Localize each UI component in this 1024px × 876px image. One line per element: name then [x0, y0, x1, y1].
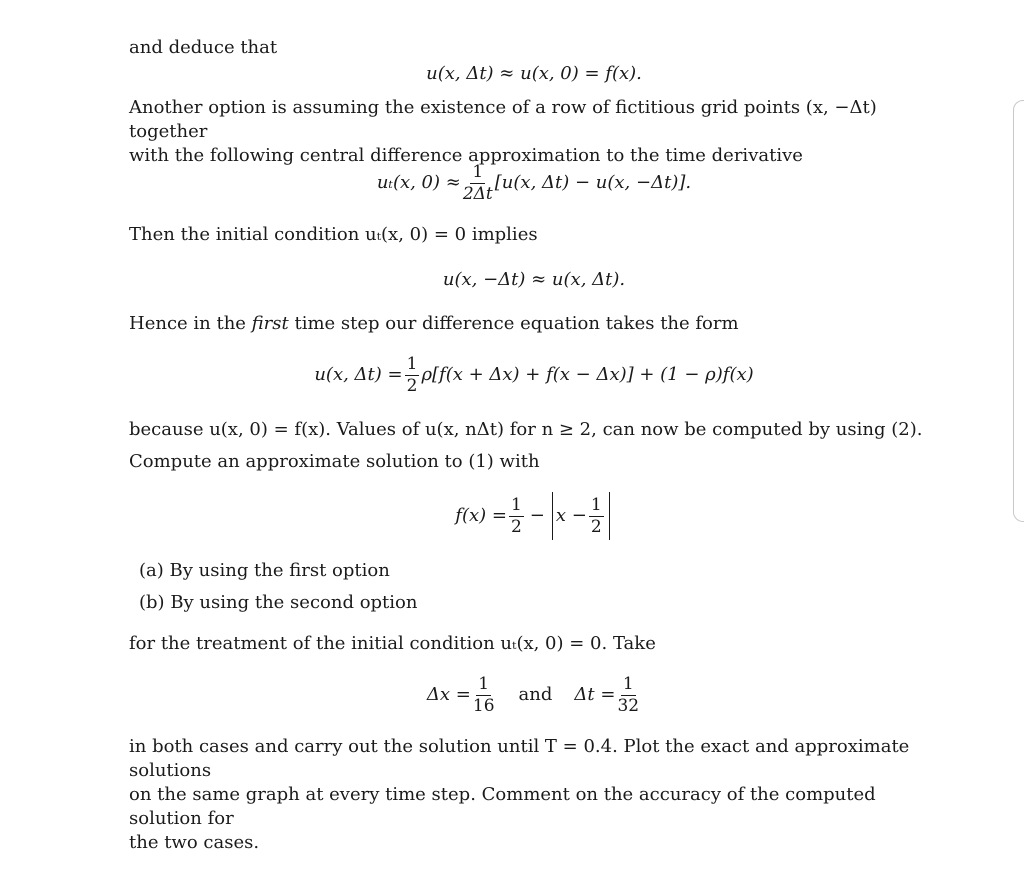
- fraction-denominator: 2Δt: [462, 183, 493, 204]
- fraction: [617, 673, 640, 716]
- fraction-numerator: 1: [406, 353, 418, 374]
- fraction: [462, 161, 493, 204]
- fraction: [472, 673, 495, 716]
- and-word: and: [518, 684, 553, 705]
- fraction-denominator: 32: [617, 695, 640, 716]
- equation-central-difference: [129, 160, 939, 206]
- equation-text: u(x, −Δt) ≈ u(x, Δt).: [442, 269, 626, 290]
- equation-text: u(x, Δt) ≈ u(x, 0) = f(x).: [426, 63, 642, 84]
- fraction-denominator: 2: [510, 516, 522, 537]
- paragraph-line: Another option is assuming the existence of a row of fictitious grid points (x, −Δt) together: [129, 97, 877, 142]
- fraction-numerator: 1: [472, 161, 484, 182]
- equation-lhs: u(x, Δt) =: [314, 364, 403, 385]
- fraction: [589, 494, 604, 537]
- deduce-text: and deduce that: [129, 37, 278, 58]
- equation-symmetry: [129, 268, 939, 292]
- paragraph-line: with the following central difference approximation to the time derivative: [129, 145, 803, 166]
- equation-lhs: uₜ(x, 0) ≈: [376, 172, 461, 193]
- emphasis-first: first: [251, 313, 289, 334]
- side-panel-tab[interactable]: [1013, 100, 1024, 522]
- paragraph-line: in both cases and carry out the solution until T = 0.4. Plot the exact and approximate solutions: [129, 736, 910, 781]
- fraction: [509, 494, 524, 537]
- fraction-numerator: 1: [510, 494, 522, 515]
- minus-sign: −: [529, 505, 545, 526]
- equation-first-step: [129, 352, 939, 398]
- absolute-value: [552, 492, 610, 540]
- fraction: [405, 353, 420, 396]
- abs-variable: x −: [555, 505, 587, 526]
- dx-lhs: Δx =: [426, 684, 471, 705]
- equation-rhs: [u(x, Δt) − u(x, −Δt)].: [494, 172, 692, 193]
- text-before: Hence in the: [129, 313, 252, 334]
- fraction-denominator: 2: [406, 375, 418, 396]
- fraction-numerator: 1: [622, 673, 634, 694]
- dt-lhs: Δt =: [574, 684, 616, 705]
- paragraph-deduce: [129, 36, 939, 60]
- equation-initial-approx: [129, 62, 939, 86]
- text-after: time step our difference equation takes the form: [288, 313, 739, 334]
- paragraph-because: [129, 414, 939, 478]
- list-text: By using the second option: [170, 592, 418, 613]
- equation-rhs: ρ[f(x + Δx) + f(x − Δx)] + (1 − ρ)f(x): [421, 364, 754, 385]
- list-text: By using the first option: [169, 560, 390, 581]
- list-marker: (b): [139, 592, 165, 613]
- equation-initial-function: [129, 490, 939, 542]
- fraction-numerator: 1: [590, 494, 602, 515]
- paragraph-line: because u(x, 0) = f(x). Values of u(x, nΔt) for n ≥ 2, can now be computed by using (2).: [129, 419, 923, 440]
- fraction-numerator: 1: [478, 673, 490, 694]
- paragraph-instructions: [129, 735, 939, 855]
- equation-lhs: f(x) =: [455, 505, 507, 526]
- fraction-denominator: 2: [590, 516, 602, 537]
- paragraph-first-step: [129, 312, 939, 336]
- paragraph-text: for the treatment of the initial condition uₜ(x, 0) = 0. Take: [129, 633, 656, 654]
- paragraph-another-option: [129, 96, 939, 168]
- paragraph-initial-condition: [129, 223, 939, 247]
- paragraph-line: the two cases.: [129, 832, 260, 853]
- fraction-denominator: 16: [472, 695, 495, 716]
- paragraph-text: Then the initial condition uₜ(x, 0) = 0 implies: [129, 224, 538, 245]
- list-item-a: [139, 559, 390, 583]
- list-marker: (a): [139, 560, 164, 581]
- paragraph-treatment: [129, 632, 939, 656]
- paragraph-line: Compute an approximate solution to (1) with: [129, 451, 540, 472]
- equation-step-sizes: [129, 672, 939, 718]
- list-item-b: [139, 591, 417, 615]
- paragraph-line: on the same graph at every time step. Comment on the accuracy of the computed solution for: [129, 784, 876, 829]
